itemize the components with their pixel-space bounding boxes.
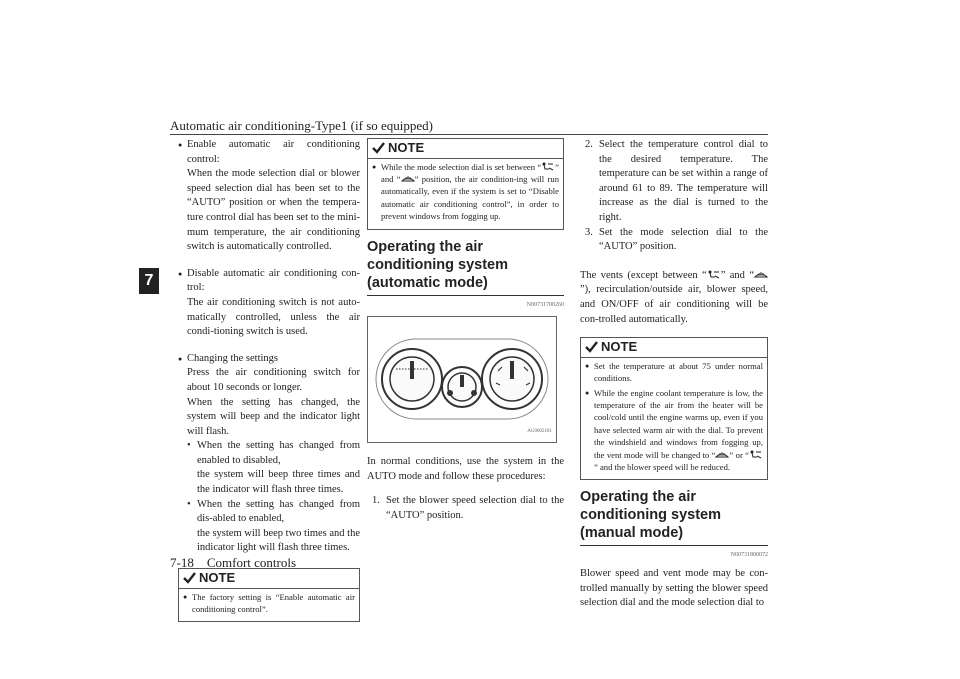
note-check-icon — [584, 340, 598, 354]
note-bullet — [585, 387, 763, 474]
note-title: NOTE — [601, 339, 638, 355]
section-code: N00731700260 — [526, 301, 564, 308]
figure-id: AG0002181 — [527, 428, 552, 434]
defroster-icon — [754, 270, 768, 279]
note-box — [367, 138, 564, 230]
bullet-title: Changing the settings — [187, 352, 278, 364]
sub-item — [187, 498, 360, 556]
note-text: ” and the blower speed will be reduced. — [594, 461, 731, 472]
section-title-manual: Operating the air conditioning system (manual mode) — [580, 488, 768, 546]
paragraph: Blower speed and vent mode may be con-trolled manually by setting the blower speed selection dial and the mode selection dial to — [580, 567, 768, 609]
step-2 — [585, 138, 768, 226]
control-panel-illustration — [368, 317, 556, 442]
step-text: Set the mode selection dial to the “AUTO” position. — [599, 226, 768, 253]
note-header — [581, 338, 767, 358]
paragraph — [580, 269, 768, 327]
sub-text: the system will beep two times and the indicator light will flash three times. — [197, 527, 361, 554]
para-text: The vents (except between “ — [580, 269, 707, 281]
section-title-automatic: Operating the air conditioning system (automatic mode) — [367, 238, 564, 296]
note-title: NOTE — [388, 140, 425, 155]
vent-face-feet-icon — [749, 450, 763, 459]
note-title: NOTE — [199, 570, 236, 586]
note-text: ” and “ — [381, 161, 559, 184]
note-header — [179, 569, 359, 589]
note-body — [179, 589, 359, 616]
control-panel-figure — [367, 316, 557, 443]
defroster-icon — [715, 450, 729, 459]
bullet-disable-auto — [178, 267, 360, 340]
note-bullet — [372, 161, 559, 223]
note-bullet: ● Set the temperature at about 75 under normal conditions. — [585, 360, 763, 385]
note-text: While the mode selection dial is set between “ — [381, 161, 542, 172]
defroster-icon — [401, 174, 415, 183]
note-text: ” position, the air condition-ing will run automatically, even if the system is set to “Disable automatic air conditioning control”, in order to prevent windows from fogging up. — [381, 174, 559, 222]
step-3 — [585, 226, 768, 255]
header-rule — [170, 134, 768, 135]
note-check-icon — [182, 571, 196, 585]
para-text: ” and “ — [720, 269, 754, 281]
step-number: 1. — [372, 495, 380, 507]
column-1 — [178, 138, 360, 630]
section-code: N00731800072 — [730, 552, 768, 559]
note-box — [580, 337, 768, 480]
note-text: ” or “ — [729, 449, 749, 460]
bullet-changing-settings — [178, 352, 360, 556]
bullet-text: Press the air conditioning switch for about 10 seconds or longer. — [187, 367, 360, 393]
bullet-text: The air conditioning switch is not auto-matically controlled, unless the air condi-tioning switch is used. — [187, 296, 360, 338]
step-1 — [372, 494, 564, 523]
note-bullet: ● The factory setting is “Enable automatic air conditioning control”. — [183, 591, 355, 616]
column-3 — [580, 138, 768, 621]
page-number: 7-18 — [170, 555, 194, 570]
step-number: 2. — [585, 139, 593, 150]
column-2 — [367, 138, 564, 524]
bullet-text: When the setting has changed, the system will beep and the indicator light will flash. — [187, 396, 360, 437]
para-text: ”), recirculation/outside air, blower speed, and ON/OFF of air conditioning will be con-trolled automatically. — [580, 284, 768, 325]
bullet-title: Disable automatic air conditioning con-trol: — [187, 267, 360, 294]
vent-face-feet-icon — [707, 270, 721, 279]
page-header: Automatic air conditioning-Type1 (if so equipped) — [170, 118, 433, 133]
note-check-icon — [371, 141, 385, 155]
step-text: Select the temperature control dial to the desired temperature. The temperature can be set within a range of around 61 to 89. The temperature will increase as the dial is turned to the right. — [599, 139, 768, 223]
sub-item — [187, 439, 360, 497]
footer-section: Comfort controls — [206, 555, 297, 570]
blower-dial — [442, 367, 482, 407]
sub-text: the system will beep three times and the indicator will flash three times. — [197, 469, 360, 496]
paragraph: In normal conditions, use the system in the AUTO mode and follow these procedures: — [367, 456, 564, 482]
note-body — [368, 159, 563, 223]
step-number: 3. — [585, 226, 593, 238]
note-text: While the engine coolant temperature is low, the temperature of the air from the heater will be cool/cold until the engine warms up, even if you have selected warm air with the dial. To prevent the windshield and windows from fogging up, the vent mode will be changed to “ — [594, 387, 763, 460]
sub-text: When the setting has changed from enabled to disabled, — [197, 440, 360, 466]
sub-text: When the setting has changed from dis-abled to enabled, — [197, 498, 360, 525]
note-header — [368, 139, 563, 159]
note-box — [178, 568, 360, 622]
bullet-text: When the mode selection dial or blower speed selection dial has been set to the “AUTO” position or when the tempera-ture control dial has been set to the mini-mum temperature, the air conditioning switch is automatically controlled. — [187, 168, 360, 253]
bullet-title: Enable automatic air conditioning control: — [187, 139, 360, 165]
temperature-dial — [382, 349, 442, 409]
mode-dial — [482, 349, 542, 409]
bullet-enable-auto — [178, 138, 360, 255]
step-text: Set the blower speed selection dial to the “AUTO” position. — [386, 495, 564, 521]
note-body — [581, 358, 767, 474]
vent-face-feet-icon — [541, 162, 555, 171]
chapter-tab: 7 — [139, 268, 159, 294]
